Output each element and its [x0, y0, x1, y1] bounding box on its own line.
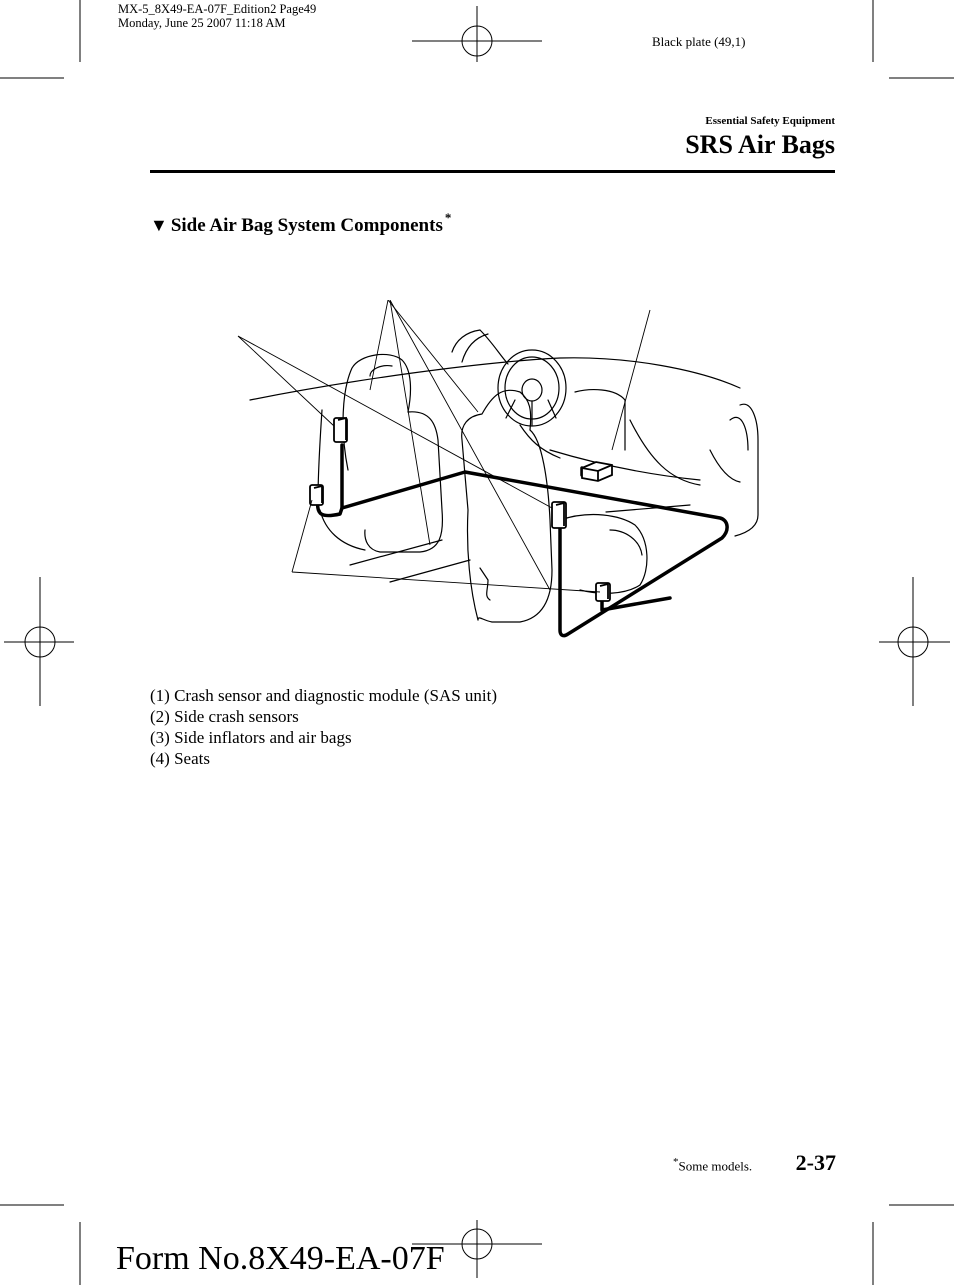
form-number: Form No.8X49-EA-07F: [116, 1240, 445, 1277]
legend-item: (1) Crash sensor and diagnostic module (SAS unit): [150, 686, 498, 705]
air-bag-system-illustration: [230, 300, 770, 645]
subheading: [150, 210, 451, 237]
print-info-date: Monday, June 25 2007 11:18 AM: [118, 16, 286, 30]
page-number: 2-37: [795, 1150, 836, 1175]
header-rule: [150, 170, 835, 173]
legend-item: (2) Side crash sensors: [150, 707, 299, 726]
subheading-text: Side Air Bag System Components: [170, 215, 443, 236]
page-title: SRS Air Bags: [685, 130, 835, 159]
section-label: Essential Safety Equipment: [705, 115, 835, 127]
footnote: [673, 1156, 752, 1174]
legend-item: (3) Side inflators and air bags: [150, 728, 352, 747]
footnote-text: Some models.: [678, 1158, 753, 1174]
component-legend: [150, 685, 497, 769]
triangle-marker-icon: ▼: [150, 215, 168, 235]
legend-item: (4) Seats: [150, 749, 210, 768]
print-info-file: MX-5_8X49-EA-07F_Edition2 Page49: [118, 2, 317, 16]
asterisk-icon: *: [444, 210, 452, 225]
footnote-asterisk-icon: *: [673, 1156, 679, 1168]
print-info: [118, 2, 316, 30]
plate-label: Black plate (49,1): [652, 34, 746, 49]
